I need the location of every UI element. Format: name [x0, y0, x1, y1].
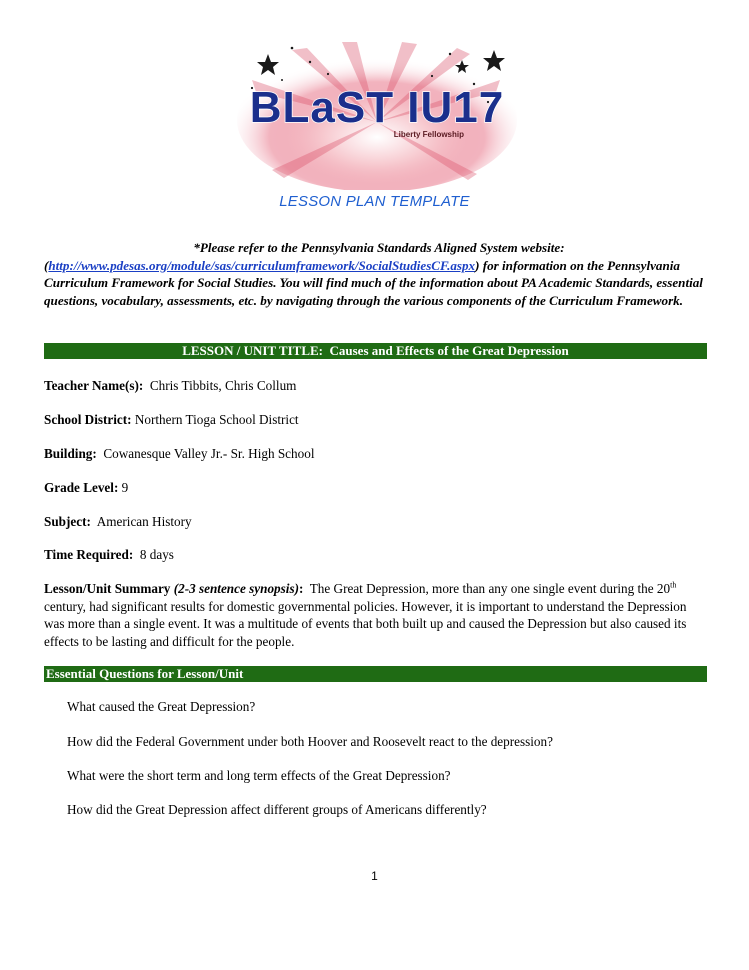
lesson-title-label: LESSON / UNIT TITLE:: [182, 343, 323, 358]
building-value: Cowanesque Valley Jr.- Sr. High School: [103, 446, 315, 461]
subject-value: American History: [96, 514, 192, 529]
summary-colon: :: [298, 581, 304, 596]
teacher-field: [44, 377, 296, 394]
logo-graphic: [232, 40, 522, 190]
district-value: Northern Tioga School District: [134, 412, 299, 427]
link-close-paren: ): [475, 257, 480, 273]
standards-note: [44, 239, 714, 309]
logo-sub-text: Liberty Fellowship: [393, 130, 464, 139]
blast-iu17-logo: [232, 40, 522, 190]
summary-label: Lesson/Unit Summary: [44, 581, 171, 596]
note-body: for information on the Pennsylvania Curriculum Framework for Social Studies. You will find much of the information about PA Academic Standards, essential questions, vocabulary, assessments, etc. by navigating through the various components of the Curriculum Framework.: [44, 257, 703, 308]
time-value: 8 days: [139, 547, 174, 562]
question-item: How did the Federal Government under both Hoover and Roosevelt react to the depression?: [67, 734, 553, 749]
subject-label: Subject:: [44, 514, 91, 529]
note-intro: *Please refer to the Pennsylvania Standards Aligned System website:: [193, 240, 565, 255]
lesson-title-value: Causes and Effects of the Great Depression: [329, 343, 569, 358]
teacher-label: Teacher Name(s):: [44, 378, 144, 393]
question-item: What were the short term and long term effects of the Great Depression?: [67, 768, 451, 783]
question-item: What caused the Great Depression?: [67, 699, 256, 714]
essential-questions-heading: Essential Questions for Lesson/Unit: [44, 666, 707, 682]
grade-value: 9: [121, 480, 129, 495]
summary-text-end: century, had significant results for domestic governmental policies. However, it is important to understand the Depression was more than a single event. It was a multitude of events that both built up and caused the Depression but also caused its effects to be lasting and difficult for the people.: [44, 598, 687, 649]
page-number: 1: [371, 869, 378, 883]
district-field: [44, 411, 299, 428]
district-label: School District:: [44, 412, 132, 427]
lesson-summary: [44, 580, 709, 650]
summary-label-note: (2-3 sentence synopsis): [173, 581, 299, 596]
time-field: [44, 546, 174, 563]
document-title: LESSON PLAN TEMPLATE: [279, 193, 470, 210]
summary-superscript: th: [670, 580, 677, 590]
building-label: Building:: [44, 446, 97, 461]
link-open-paren: (: [44, 257, 49, 273]
grade-field: [44, 479, 128, 496]
teacher-value: Chris Tibbits, Chris Collum: [149, 378, 297, 393]
subject-field: [44, 513, 192, 530]
logo-main-text: BLaST IU17: [249, 83, 505, 132]
pdesas-link[interactable]: http://www.pdesas.org/module/sas/curriculumframework/SocialStudiesCF.aspx: [48, 257, 476, 273]
time-label: Time Required:: [44, 547, 134, 562]
grade-label: Grade Level:: [44, 480, 119, 495]
summary-text-start: The Great Depression, more than any one single event during the 20: [309, 581, 671, 596]
lesson-title-bar: [44, 343, 707, 359]
building-field: [44, 445, 314, 462]
question-item: How did the Great Depression affect different groups of Americans differently?: [67, 802, 487, 817]
